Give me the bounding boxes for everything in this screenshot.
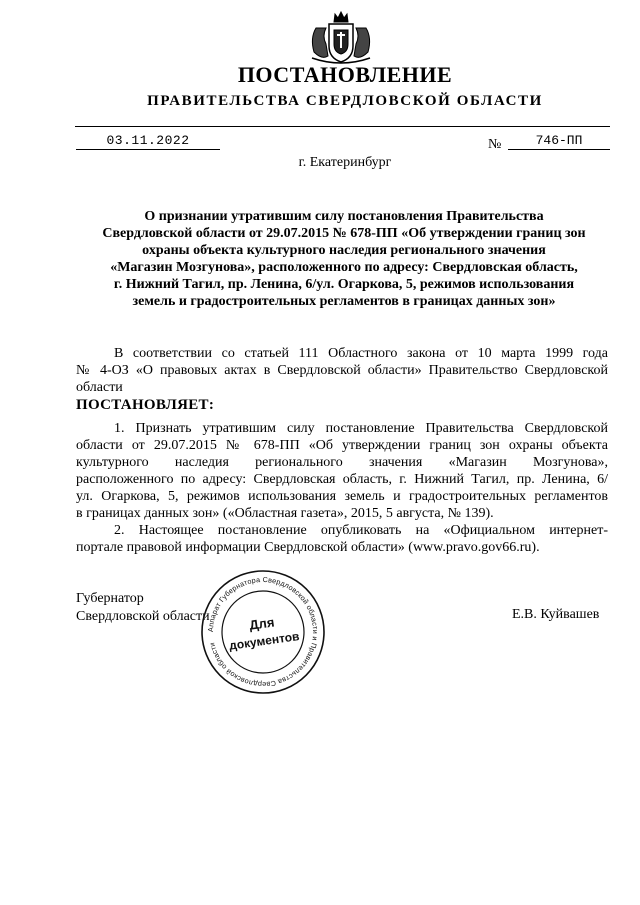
- heading-line: Свердловской области от 29.07.2015 № 678-ПП «Об утверждении границ зон: [102, 226, 586, 241]
- item-1-line: в границах данных зон» («Областная газета», 2015, 5 августа, № 139).: [76, 506, 494, 521]
- svg-text:Аппарат Губернатора Свердловск: Аппарат Губернатора Свердловской области и Правительства Свердловской области: [205, 574, 321, 690]
- heading-line: О признании утратившим силу постановления Правительства: [144, 209, 544, 224]
- signatory-position-line: Свердловской области: [76, 609, 210, 624]
- item-2-line: портале правовой информации Свердловской области» (www.pravo.gov66.ru).: [76, 540, 540, 555]
- item-2-paragraph: [76, 522, 608, 556]
- item-1-paragraph: [76, 420, 608, 522]
- coat-of-arms-icon: [304, 8, 378, 66]
- signatory-name: Е.В. Куйвашев: [512, 607, 600, 622]
- resolve-word: ПОСТАНОВЛЯЕТ:: [76, 397, 215, 413]
- heading-line: земель и градостроительных регламентов в границах данных зон»: [132, 294, 556, 309]
- signatory-position-line: Губернатор: [76, 591, 144, 606]
- item-1-line: ул. Огаркова, 5, режимов использования земель и градостроительных регламентов: [76, 489, 608, 504]
- document-date: 03.11.2022: [76, 133, 220, 150]
- signatory-position: [76, 590, 210, 626]
- heading-line: охраны объекта культурного наследия регионального значения: [142, 243, 546, 258]
- svg-text:Для: Для: [248, 614, 276, 633]
- preamble-line: № 4-ОЗ «О правовых актах в Свердловской области» Правительство Свердловской: [76, 363, 608, 378]
- item-1-line: области от 29.07.2015 № 678-ПП «Об утверждении границ зон охраны объекта: [76, 438, 608, 453]
- item-2-line: 2. Настоящее постановление опубликовать на «Официальном интернет-: [114, 523, 608, 538]
- document-subtitle: ПРАВИТЕЛЬСТВА СВЕРДЛОВСКОЙ ОБЛАСТИ: [147, 93, 543, 109]
- item-1-line: расположенного по адресу: Свердловская область, г. Нижний Тагил, пр. Ленина, 6/: [76, 472, 608, 487]
- document-heading: [70, 208, 618, 310]
- heading-line: г. Нижний Тагил, пр. Ленина, 6/ул. Огаркова, 5, режимов использования: [113, 277, 575, 292]
- preamble-line: В соответствии со статьей 111 Областного закона от 10 марта 1999 года: [114, 346, 608, 361]
- number-sign: №: [488, 137, 502, 152]
- preamble-paragraph: [76, 345, 608, 396]
- document-number: 746-ПП: [508, 133, 610, 150]
- header-divider: [75, 126, 610, 127]
- svg-text:документов: документов: [228, 629, 301, 653]
- item-1-line: культурного наследия регионального значения «Магазин Мозгунова»,: [76, 455, 608, 470]
- document-title: ПОСТАНОВЛЕНИЕ: [237, 62, 453, 87]
- preamble-line: области: [76, 380, 123, 395]
- heading-line: «Магазин Мозгунова», расположенного по адресу: Свердловская область,: [110, 260, 578, 275]
- stamp-seal-icon: [199, 568, 327, 696]
- item-1-line: 1. Признать утратившим силу постановление Правительства Свердловской: [114, 421, 608, 436]
- city-name: г. Екатеринбург: [298, 155, 392, 170]
